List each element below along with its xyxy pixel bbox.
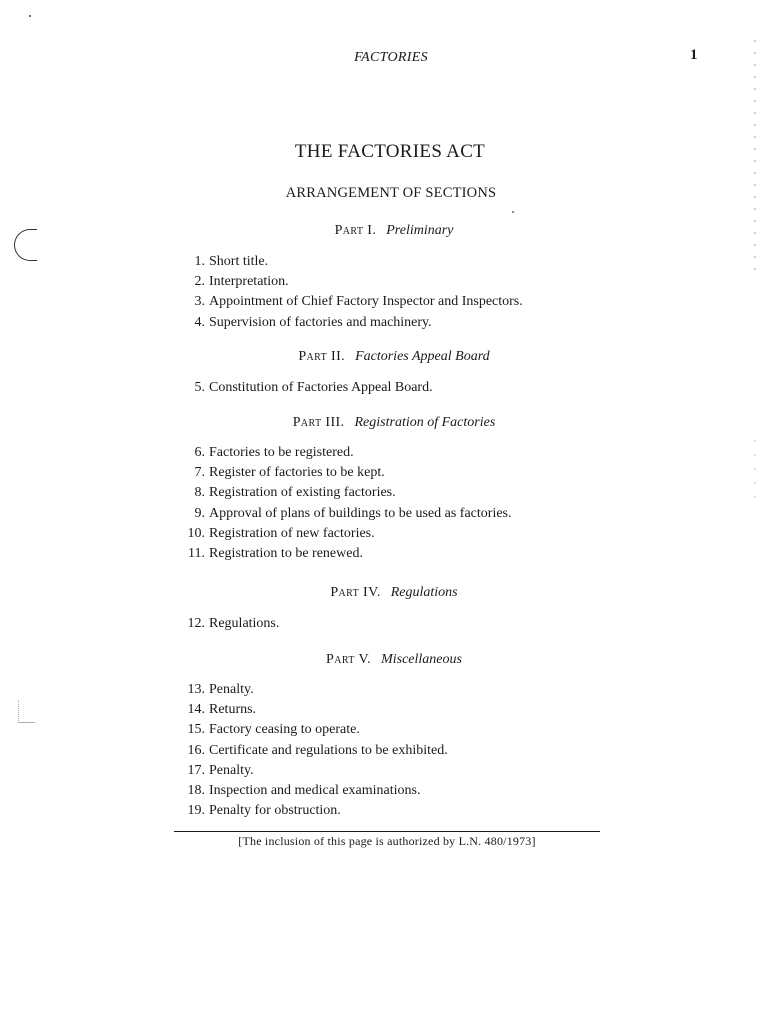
page-number: 1: [690, 47, 698, 63]
section-title: Supervision of factories and machinery.: [209, 314, 432, 330]
list-item: [178, 544, 512, 564]
section-number: 13.: [187, 682, 205, 697]
list-item: [178, 680, 448, 700]
list-item: [178, 801, 448, 821]
list-item: [178, 443, 512, 463]
part-name: Registration of Factories: [354, 415, 496, 430]
arrangement-heading: ARRANGEMENT OF SECTIONS: [285, 185, 497, 201]
section-number: 19.: [187, 803, 205, 819]
list-item: [178, 272, 523, 292]
section-list: [178, 680, 448, 821]
section-number: 4.: [194, 314, 205, 330]
section-number: 8.: [194, 485, 205, 501]
part-name: Factories Appeal Board: [355, 349, 490, 364]
section-title: Constitution of Factories Appeal Board.: [209, 380, 433, 395]
part-label: Part IV.: [330, 585, 381, 600]
part-heading: [0, 349, 768, 365]
list-item: [178, 292, 523, 312]
page-edge-marks: [754, 440, 756, 500]
section-number: 6.: [194, 445, 205, 460]
list-item: [178, 463, 512, 483]
section-number: 2.: [194, 274, 205, 290]
margin-scan-mark: [18, 700, 35, 723]
section-title: Penalty.: [209, 762, 254, 778]
list-item: [178, 504, 512, 524]
list-item: [178, 700, 448, 720]
authorization-note: [The inclusion of this page is authorized by L.N. 480/1973]: [238, 834, 536, 848]
part-heading: [0, 223, 768, 239]
list-item: [178, 483, 512, 503]
section-number: 11.: [188, 545, 205, 561]
part-label: Part III.: [292, 415, 345, 430]
act-title: THE FACTORIES ACT: [294, 141, 486, 162]
section-number: 9.: [194, 505, 205, 521]
scan-speck: [29, 15, 31, 17]
section-title: Interpretation.: [209, 274, 289, 290]
section-title: Registration of existing factories.: [209, 485, 396, 501]
part-name: Preliminary: [386, 223, 454, 238]
section-title: Factories to be registered.: [209, 445, 354, 460]
section-number: 1.: [194, 254, 205, 269]
section-number: 7.: [194, 465, 205, 481]
section-list: [178, 614, 279, 634]
footer-rule: [174, 831, 600, 832]
section-number: 5.: [194, 380, 205, 395]
running-head: FACTORIES: [354, 50, 428, 65]
section-list: [178, 252, 523, 333]
section-title: Registration of new factories.: [209, 525, 375, 541]
part-name: Miscellaneous: [381, 652, 462, 667]
list-item: [178, 741, 448, 761]
section-number: 14.: [187, 702, 205, 718]
list-item: [178, 252, 523, 272]
section-list: [178, 443, 512, 564]
section-number: 10.: [187, 525, 205, 541]
section-number: 17.: [187, 762, 205, 778]
section-title: Inspection and medical examinations.: [209, 782, 421, 798]
part-heading: [0, 585, 768, 601]
part-label: Part II.: [298, 349, 346, 364]
section-title: Penalty.: [209, 682, 254, 697]
section-title: Appointment of Chief Factory Inspector and Inspectors.: [209, 294, 523, 310]
section-number: 15.: [187, 722, 205, 738]
section-title: Factory ceasing to operate.: [209, 722, 360, 738]
part-heading: [0, 415, 768, 431]
part-label: Part V.: [326, 652, 372, 667]
section-title: Approval of plans of buildings to be used as factories.: [209, 505, 512, 521]
section-title: Register of factories to be kept.: [209, 465, 385, 481]
scan-speck: [512, 211, 514, 213]
section-number: 3.: [194, 294, 205, 310]
part-label: Part I.: [334, 223, 377, 238]
section-title: Certificate and regulations to be exhibited.: [209, 742, 448, 758]
list-item: [178, 313, 523, 333]
list-item: [178, 781, 448, 801]
list-item: [178, 524, 512, 544]
section-list: [178, 378, 433, 398]
list-item: [178, 378, 433, 398]
section-title: Short title.: [209, 254, 269, 269]
list-item: [178, 761, 448, 781]
section-title: Penalty for obstruction.: [209, 803, 341, 819]
section-number: 12.: [187, 616, 205, 631]
part-heading: [0, 652, 768, 668]
list-item: [178, 720, 448, 740]
section-title: Registration to be renewed.: [209, 545, 363, 561]
section-number: 16.: [187, 742, 205, 758]
section-title: Regulations.: [209, 616, 280, 631]
section-number: 18.: [187, 782, 205, 798]
section-title: Returns.: [209, 702, 257, 718]
part-name: Regulations: [390, 585, 458, 600]
list-item: [178, 614, 279, 634]
